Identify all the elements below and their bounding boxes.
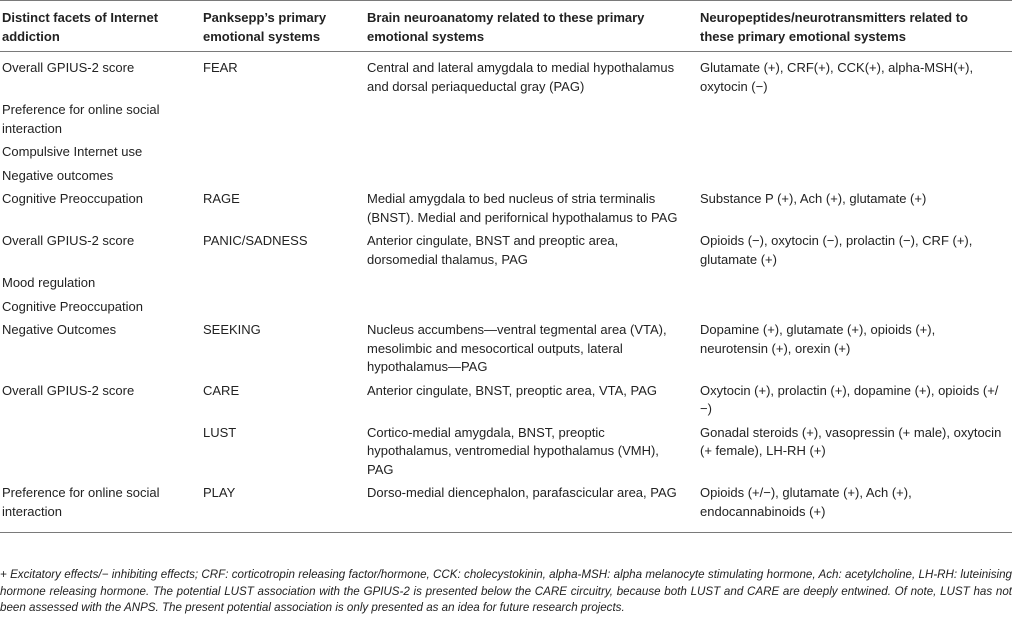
facet-item: Preference for online social interaction	[2, 102, 160, 136]
facet-item: Compulsive Internet use	[2, 144, 143, 159]
table-row	[0, 167, 1012, 191]
facet-item: Cognitive Preoccupation	[2, 298, 143, 314]
system-cell: PLAY	[203, 485, 236, 500]
neuro-cell: Oxytocin (+), prolactin (+), dopamine (+), opioids (+/−)	[700, 382, 999, 416]
facets-cell	[0, 298, 201, 322]
table-row	[0, 190, 1012, 232]
facets-cell	[0, 484, 201, 533]
table-row	[0, 52, 1012, 102]
facets-cell	[0, 167, 201, 191]
header-anatomy: Brain neuroanatomy related to these primary emotional systems	[367, 10, 645, 44]
table-row	[0, 321, 1012, 382]
header-facets: Distinct facets of Internet addiction	[2, 10, 159, 44]
facet-item: Preference for online social interaction	[2, 485, 160, 519]
facet-item: Negative outcomes	[2, 167, 114, 183]
neuro-cell: Dopamine (+), glutamate (+), opioids (+), neurotensin (+), orexin (+)	[700, 322, 936, 356]
facets-cell	[0, 143, 201, 167]
table-row	[0, 484, 1012, 533]
system-cell: PANIC/SADNESS	[203, 233, 308, 248]
table-row	[0, 382, 1012, 424]
table-row	[0, 298, 1012, 322]
system-cell: FEAR	[203, 60, 238, 75]
neuro-cell: Opioids (−), oxytocin (−), prolactin (−), CRF (+), glutamate (+)	[700, 233, 973, 267]
facet-item: Negative Outcomes	[2, 322, 117, 337]
anatomy-cell: Cortico-medial amygdala, BNST, preoptic hypothalamus, ventromedial hypothalamus (VMH), PAG	[367, 424, 659, 477]
facet-item: Overall GPIUS-2 score	[2, 233, 135, 248]
system-cell: LUST	[203, 424, 237, 440]
anatomy-cell: Anterior cingulate, BNST and preoptic area, dorsomedial thalamus, PAG	[367, 233, 619, 267]
table-footnote: + Excitatory effects/− inhibiting effects; CRF: corticotropin releasing factor/hormone, CCK: cholecystokinin, alpha-MSH: alpha melanocyte stimulating hormone, Ach: acetylcholine, LH-RH: luteinising hormone releasing hormone. The potential LUST association with the GPIUS-2 is presented below the CARE circuitry, because both LUST and CARE are deeply entwined. Of note, LUST has not been assessed with the ANPS. The present potential association is only presented as an idea for future research projects.	[0, 568, 1012, 614]
facets-cell	[0, 382, 201, 424]
anatomy-cell: Medial amygdala to bed nucleus of stria terminalis (BNST). Medial and perifornical hypothalamus to PAG	[367, 191, 678, 225]
anatomy-cell: Anterior cingulate, BNST, preoptic area, VTA, PAG	[367, 382, 657, 398]
facets-cell	[0, 101, 201, 143]
anatomy-cell: Central and lateral amygdala to medial hypothalamus and dorsal periaqueductal gray (PAG)	[367, 60, 675, 94]
system-cell: SEEKING	[203, 322, 261, 337]
table-row	[0, 274, 1012, 298]
anatomy-cell: Dorso-medial diencephalon, parafascicular area, PAG	[367, 485, 677, 500]
facets-cell	[0, 274, 201, 298]
facets-cell	[0, 424, 201, 485]
system-cell: CARE	[203, 382, 240, 398]
facets-cell	[0, 190, 201, 232]
header-systems: Panksepp’s primary emotional systems	[203, 10, 327, 44]
facet-item: Overall GPIUS-2 score	[2, 60, 135, 75]
anatomy-cell: Nucleus accumbens—ventral tegmental area (VTA), mesolimbic and mesocortical outputs, lateral hypothalamus—PAG	[367, 322, 667, 374]
table-row	[0, 424, 1012, 485]
header-row	[0, 1, 1012, 52]
neuro-cell: Substance P (+), Ach (+), glutamate (+)	[700, 191, 927, 206]
facets-cell	[0, 321, 201, 382]
table-row	[0, 143, 1012, 167]
facet-item: Cognitive Preoccupation	[2, 191, 143, 206]
table-row	[0, 232, 1012, 274]
neuro-cell: Glutamate (+), CRF(+), CCK(+), alpha-MSH(+), oxytocin (−)	[700, 60, 974, 94]
facets-cell	[0, 52, 201, 102]
header-neuro: Neuropeptides/neurotransmitters related to these primary emotional systems	[700, 10, 968, 44]
table-row	[0, 101, 1012, 143]
neuro-cell: Gonadal steroids (+), vasopressin (+ male), oxytocin (+ female), LH-RH (+)	[700, 424, 1002, 458]
system-cell: RAGE	[203, 191, 240, 206]
neuro-cell: Opioids (+/−), glutamate (+), Ach (+), endocannabinoids (+)	[700, 485, 912, 519]
facets-cell	[0, 232, 201, 274]
facet-item: Overall GPIUS-2 score	[2, 382, 135, 398]
facet-item: Mood regulation	[2, 275, 96, 290]
